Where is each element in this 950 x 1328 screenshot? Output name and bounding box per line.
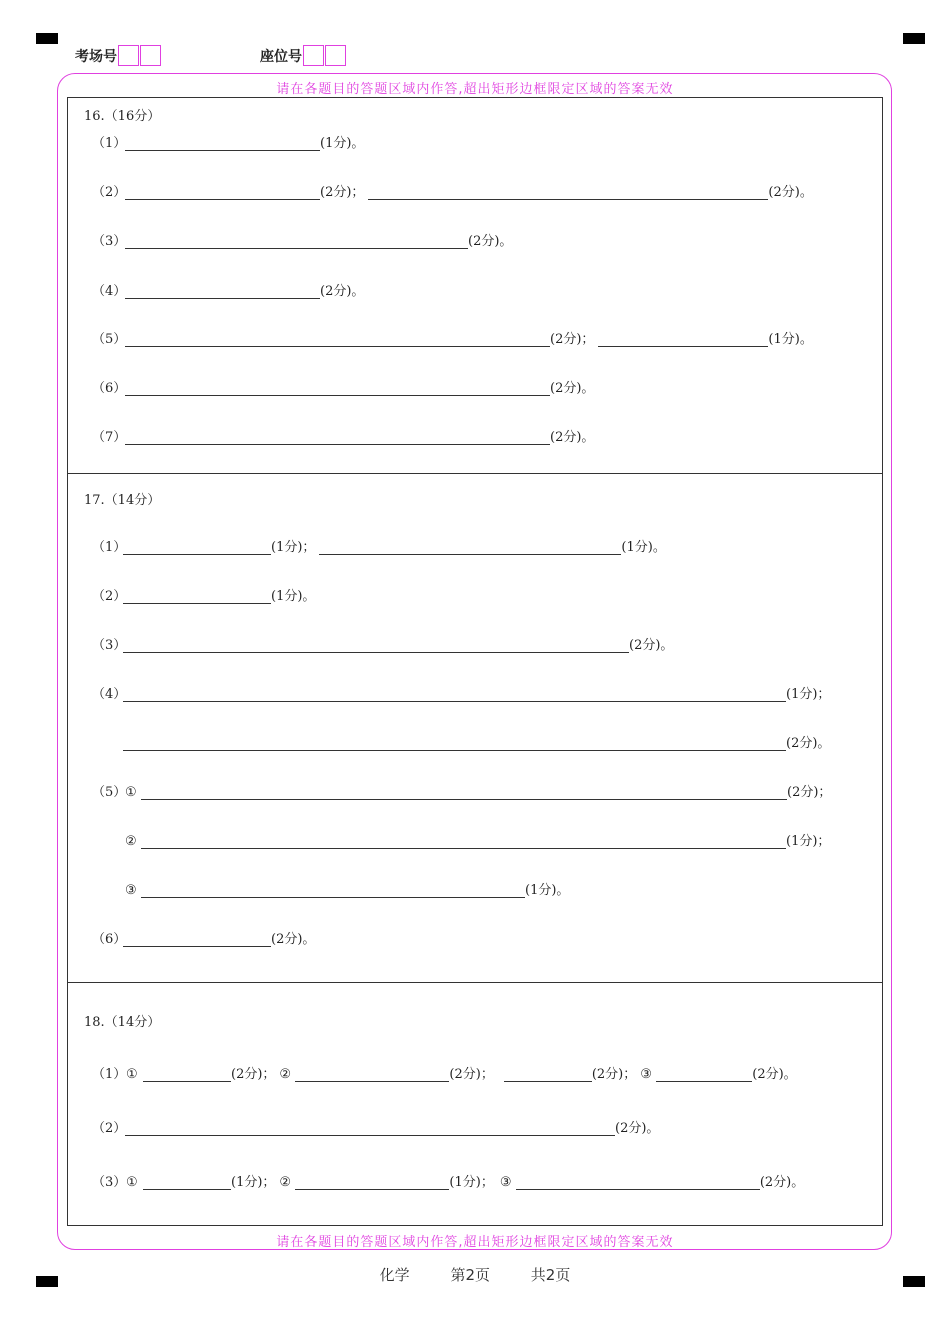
answer-blank[interactable] xyxy=(125,185,320,200)
q16-part2 xyxy=(92,180,813,200)
answer-blank[interactable] xyxy=(125,234,468,249)
score-label: (1分)。 xyxy=(271,589,316,604)
section-divider xyxy=(67,982,883,983)
score-label: (1分)； xyxy=(449,1175,494,1190)
q18-title: 18.（14分） xyxy=(84,1015,161,1030)
part-number: （4） xyxy=(92,284,127,299)
answer-blank[interactable] xyxy=(319,540,621,555)
part-number: （5） xyxy=(92,785,127,800)
section-divider xyxy=(67,473,883,474)
answer-blank[interactable] xyxy=(656,1067,752,1082)
q16-part7 xyxy=(92,425,594,445)
score-label: (2分)； xyxy=(449,1067,494,1082)
answer-blank[interactable] xyxy=(368,185,768,200)
q17-part6 xyxy=(92,927,315,947)
q17-part4 xyxy=(92,682,830,702)
exam-room-label: 考场号 xyxy=(75,48,117,65)
footer-subject: 化学 xyxy=(379,1266,410,1284)
q17-part5-sub2 xyxy=(125,829,830,849)
q16-part3 xyxy=(92,229,512,249)
answer-blank[interactable] xyxy=(516,1175,760,1190)
q17-part5 xyxy=(92,780,831,800)
q18-part2 xyxy=(92,1116,659,1136)
q16-part5 xyxy=(92,327,813,347)
part-number: （3） xyxy=(92,638,127,653)
answer-blank[interactable] xyxy=(123,932,271,947)
part-number: （3） xyxy=(92,1175,127,1190)
part-number: （2） xyxy=(92,185,127,200)
answer-blank[interactable] xyxy=(123,638,629,653)
q17-part2 xyxy=(92,584,315,604)
score-label: (2分)。 xyxy=(550,430,595,445)
part-number: （7） xyxy=(92,430,127,445)
score-label: (2分)。 xyxy=(320,284,365,299)
answer-blank[interactable] xyxy=(125,381,550,396)
page-footer xyxy=(0,1264,950,1285)
score-label: (1分)。 xyxy=(525,883,570,898)
answer-blank[interactable] xyxy=(125,136,320,151)
answer-blank[interactable] xyxy=(141,785,787,800)
registration-mark xyxy=(903,33,925,44)
part-number: （6） xyxy=(92,381,127,396)
answer-box xyxy=(67,97,883,1226)
answer-blank[interactable] xyxy=(141,883,525,898)
exam-room-box[interactable] xyxy=(140,45,161,66)
answer-blank[interactable] xyxy=(123,736,786,751)
q16-part1 xyxy=(92,131,364,151)
score-label: (2分)。 xyxy=(550,381,595,396)
score-label: (1分)。 xyxy=(768,332,813,347)
q18-part1 xyxy=(92,1062,797,1082)
seat-box[interactable] xyxy=(325,45,346,66)
footer-total: 共2页 xyxy=(530,1266,571,1284)
score-label: (2分)； xyxy=(231,1067,276,1082)
circled-number: ② xyxy=(125,834,137,849)
q16-title: 16.（16分） xyxy=(84,109,161,124)
score-label: (1分)； xyxy=(231,1175,276,1190)
circled-number: ③ xyxy=(125,883,137,898)
score-label: (2分)； xyxy=(550,332,595,347)
registration-mark xyxy=(36,33,58,44)
exam-room-field xyxy=(75,45,161,66)
score-label: (2分)。 xyxy=(768,185,813,200)
answer-blank[interactable] xyxy=(123,687,786,702)
score-label: (2分)。 xyxy=(752,1067,797,1082)
part-number: （6） xyxy=(92,932,127,947)
q17-part4-line2 xyxy=(123,731,830,751)
seat-field xyxy=(260,45,346,66)
answer-blank[interactable] xyxy=(141,834,786,849)
circled-number: ① xyxy=(125,785,137,800)
score-label: (2分)。 xyxy=(271,932,316,947)
part-number: （1） xyxy=(92,136,127,151)
answer-blank[interactable] xyxy=(295,1067,449,1082)
warning-bottom: 请在各题目的答题区域内作答,超出矩形边框限定区域的答案无效 xyxy=(276,1235,674,1250)
part-number: （3） xyxy=(92,234,127,249)
answer-blank[interactable] xyxy=(295,1175,449,1190)
score-label: (1分)； xyxy=(786,834,831,849)
q17-part5-sub3 xyxy=(125,878,569,898)
score-label: (1分)。 xyxy=(320,136,365,151)
answer-blank[interactable] xyxy=(123,540,271,555)
part-number: （4） xyxy=(92,687,127,702)
answer-blank[interactable] xyxy=(125,430,550,445)
exam-room-box[interactable] xyxy=(118,45,139,66)
part-number: （5） xyxy=(92,332,127,347)
circled-number: ① xyxy=(126,1175,138,1190)
answer-blank[interactable] xyxy=(504,1067,592,1082)
part-number: （2） xyxy=(92,1121,127,1136)
score-label: (2分)。 xyxy=(615,1121,660,1136)
warning-top: 请在各题目的答题区域内作答,超出矩形边框限定区域的答案无效 xyxy=(276,82,674,97)
answer-blank[interactable] xyxy=(143,1175,231,1190)
answer-blank[interactable] xyxy=(125,284,320,299)
score-label: (1分)； xyxy=(271,540,316,555)
seat-box[interactable] xyxy=(303,45,324,66)
footer-page: 第2页 xyxy=(450,1266,490,1284)
score-label: (2分)。 xyxy=(759,1175,805,1190)
circled-number: ③ xyxy=(499,1175,512,1190)
score-label: (2分)。 xyxy=(629,638,674,653)
q17-title: 17.（14分） xyxy=(84,493,161,508)
circled-number: ③ xyxy=(640,1067,652,1082)
score-label: (2分)。 xyxy=(468,234,513,249)
q16-part6 xyxy=(92,376,594,396)
circled-number: ② xyxy=(279,1175,292,1190)
part-number: （2） xyxy=(92,589,127,604)
q17-part3 xyxy=(92,633,673,653)
score-label: (2分)； xyxy=(591,1067,637,1082)
circled-number: ① xyxy=(126,1067,138,1082)
part-number: （1） xyxy=(92,1067,127,1082)
answer-blank[interactable] xyxy=(143,1067,231,1082)
score-label: (1分)； xyxy=(786,687,831,702)
answer-blank[interactable] xyxy=(598,332,768,347)
score-label: (2分)。 xyxy=(786,736,831,751)
answer-blank[interactable] xyxy=(125,332,550,347)
seat-label: 座位号 xyxy=(260,48,302,65)
score-label: (2分)； xyxy=(320,185,365,200)
score-label: (2分)； xyxy=(787,785,832,800)
q17-part1 xyxy=(92,535,666,555)
answer-blank[interactable] xyxy=(125,1121,615,1136)
circled-number: ② xyxy=(279,1067,292,1082)
q16-part4 xyxy=(92,279,364,299)
answer-blank[interactable] xyxy=(123,589,271,604)
part-number: （1） xyxy=(92,540,127,555)
q18-part3 xyxy=(92,1170,804,1190)
score-label: (1分)。 xyxy=(621,540,666,555)
